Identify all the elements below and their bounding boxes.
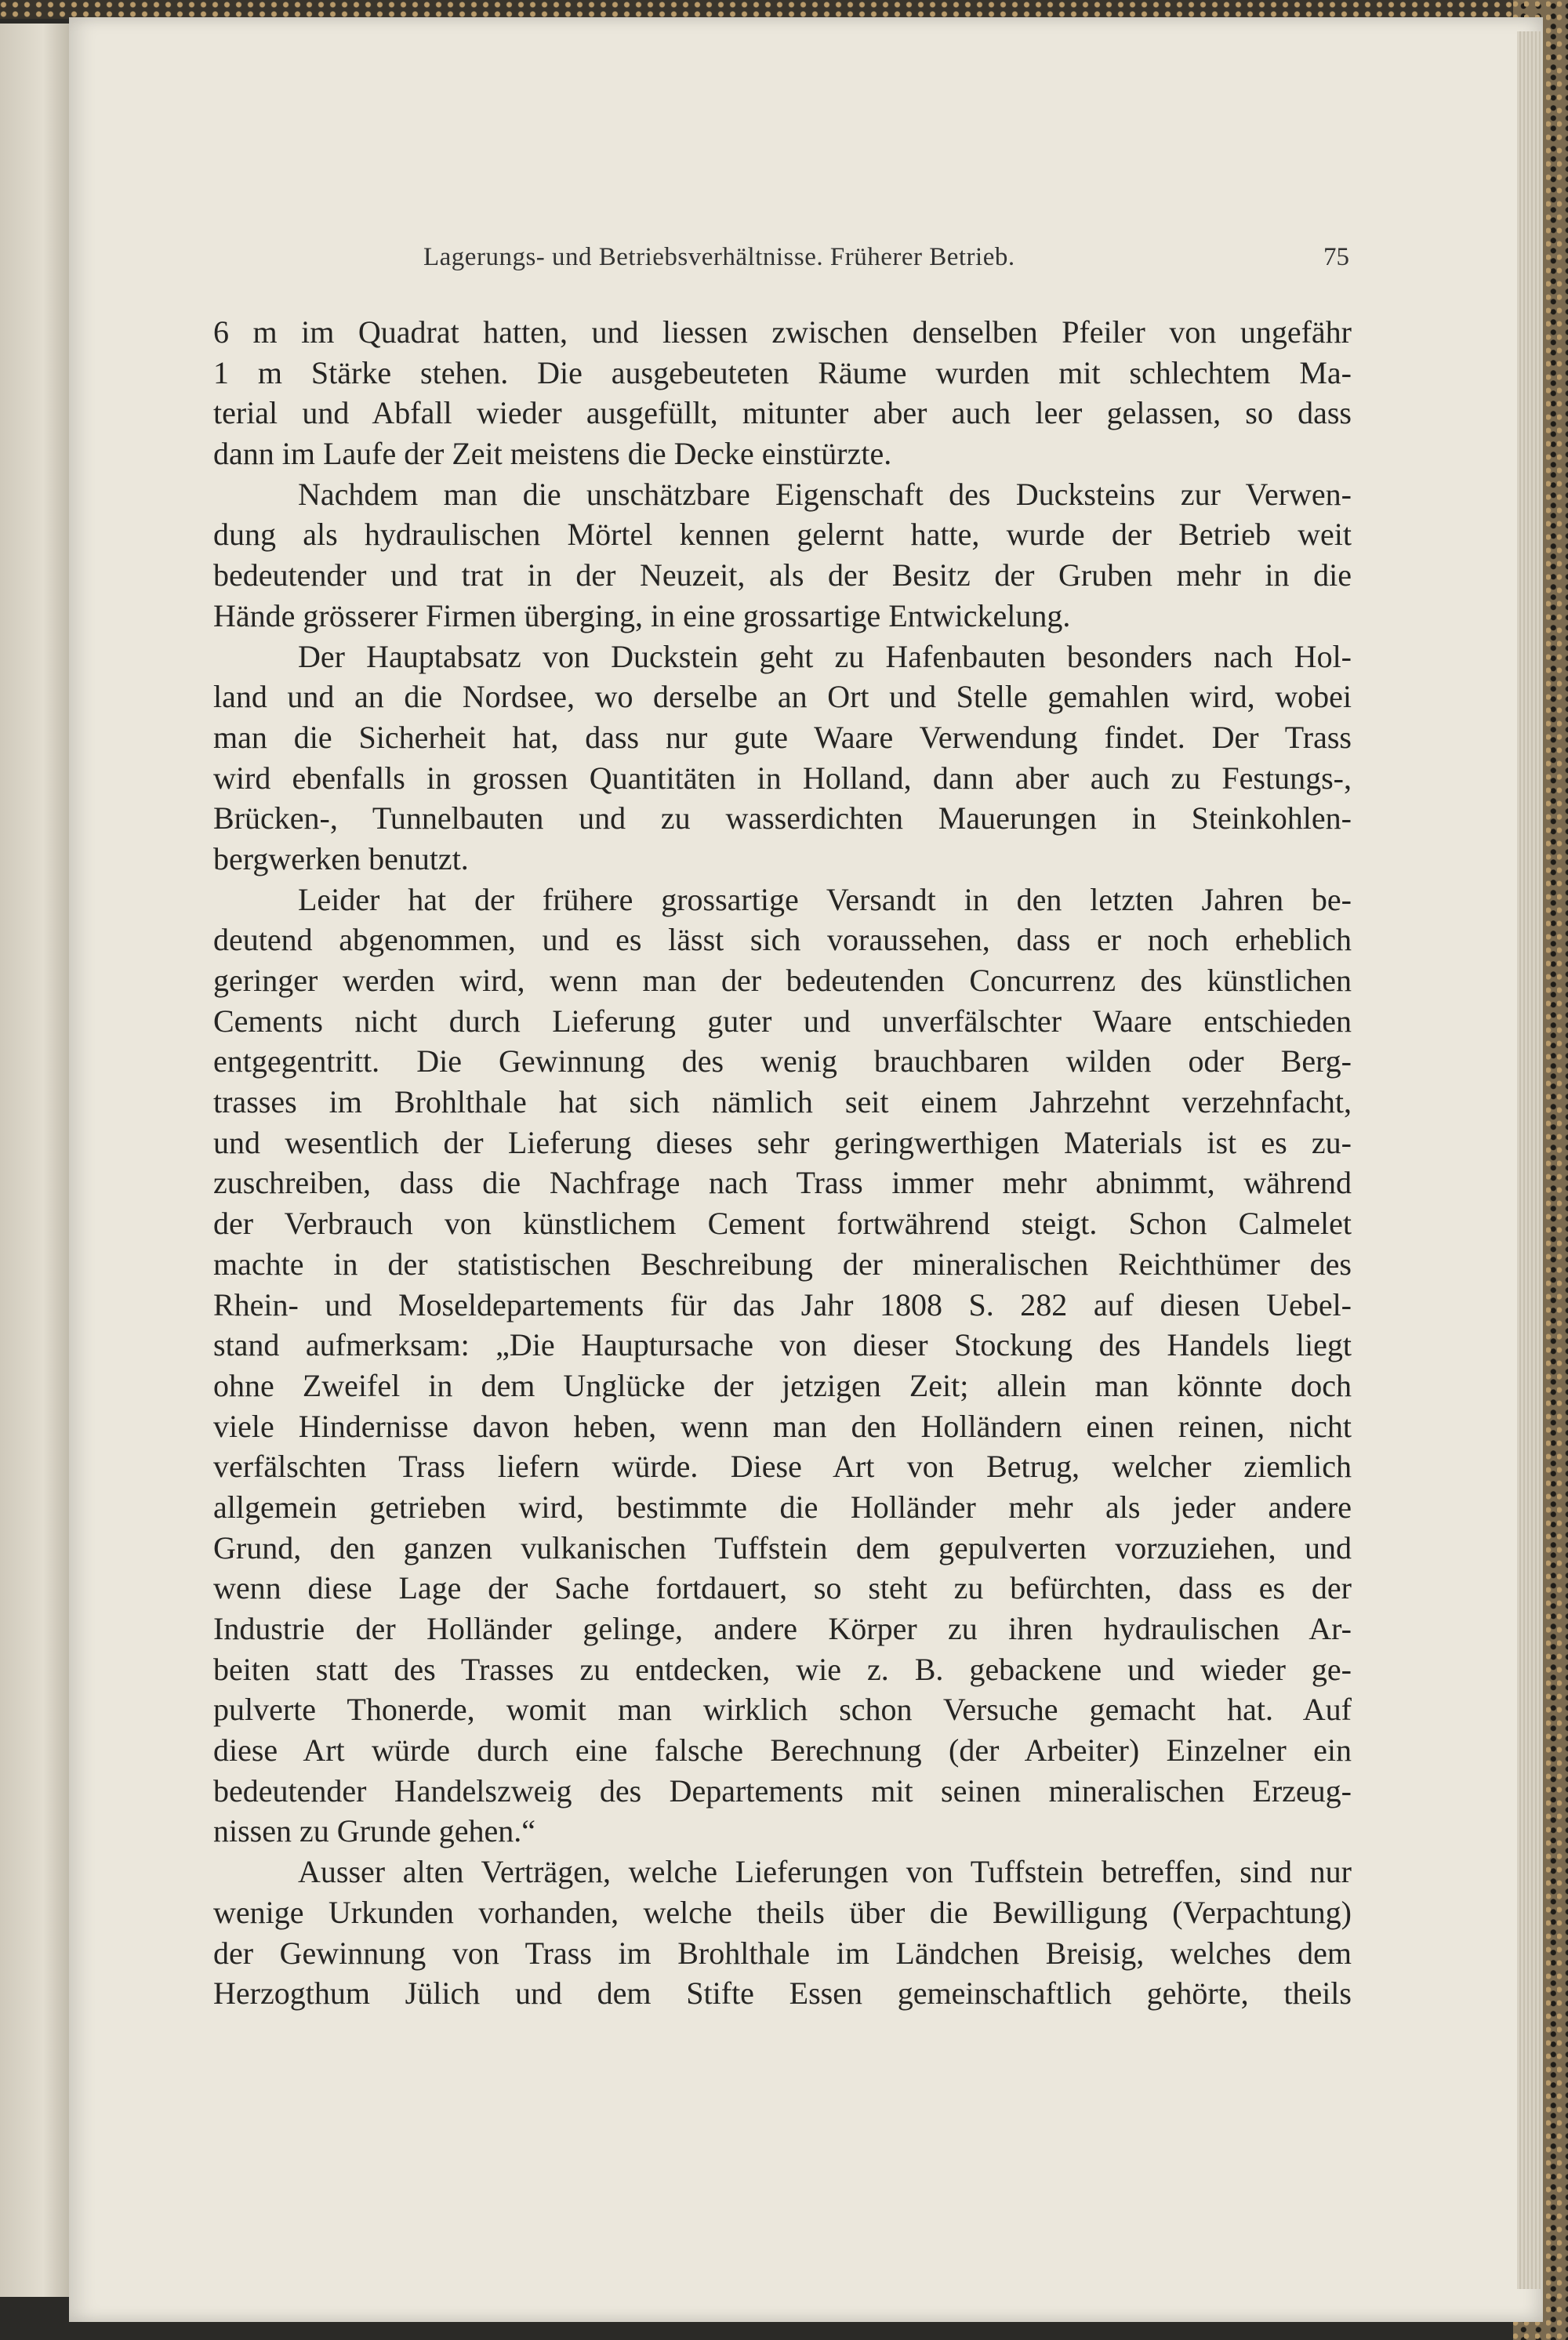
text-line: land und an die Nordsee, wo derselbe an Ort und Stelle gemahlen wird, wobei [213,679,1352,715]
text-line: dung als hydraulischen Mörtel kennen gelernt hatte, wurde der Betrieb weit [213,517,1352,553]
text-line: und wesentlich der Lieferung dieses sehr geringwerthigen Materials ist es zu- [213,1124,1352,1160]
text-line: bedeutender Handelszweig des Departements mit seinen mineralischen Erzeug- [213,1772,1352,1809]
paragraph [213,637,1352,880]
paragraph [213,880,1352,1852]
text-line: Grund, den ganzen vulkanischen Tuffstein dem gepulverten vorzuziehen, und [213,1529,1352,1565]
page-stack-edge [1517,31,1541,2289]
text-line: Industrie der Holländer gelinge, andere Körper zu ihren hydraulischen Ar- [213,1611,1352,1646]
text-line: deutend abgenommen, und es lässt sich voraussehen, dass er noch erheblich [213,922,1352,958]
text-line: stand aufmerksam: „Die Hauptursache von dieser Stockung des Handels liegt [213,1327,1352,1363]
text-line: pulverte Thonerde, womit man wirklich schon Versuche gemacht hat. Auf [213,1692,1352,1728]
text-line: Rhein- und Moseldepartements für das Jahr 1808 S. 282 auf diesen Uebel- [213,1286,1352,1322]
text-line: bergwerken benutzt. [213,840,469,876]
text-line: viele Hindernisse davon heben, wenn man den Holländern einen reinen, nicht [213,1408,1352,1444]
paragraph [213,474,1352,637]
text-line: zuschreiben, dass die Nachfrage nach Trass immer mehr abnimmt, während [213,1165,1352,1201]
book-top-edge [0,0,1568,19]
running-head: Lagerungs- und Betriebsverhältnisse. Früherer Betrieb. [423,243,1015,271]
text-line: bedeutender und trat in der Neuzeit, als der Besitz der Gruben mehr in die [213,557,1352,593]
text-line: 6 m im Quadrat hatten, und liessen zwischen denselben Pfeiler von ungefähr [213,314,1352,350]
page-number: 75 [1323,243,1349,271]
text-line: beiten statt des Trasses zu entdecken, wie z. B. gebackene und wieder ge- [213,1651,1352,1687]
text-line: geringer werden wird, wenn man der bedeutenden Concurrenz des künstlichen [213,963,1352,998]
text-line: Leider hat der frühere grossartige Versandt in den letzten Jahren be- [298,881,1352,917]
text-line: man die Sicherheit hat, dass nur gute Waare Verwendung findet. Der Trass [213,719,1352,755]
text-line: dann im Laufe der Zeit meistens die Decke einstürzte. [213,436,892,472]
text-line: Brücken-, Tunnelbauten und zu wasserdichten Mauerungen in Steinkohlen- [213,800,1352,836]
text-line: ohne Zweifel in dem Unglücke der jetzigen Zeit; allein man könnte doch [213,1367,1352,1403]
paragraph [213,312,1352,474]
text-line: terial und Abfall wieder ausgefüllt, mitunter aber auch leer gelassen, so dass [213,395,1352,431]
text-line: Hände grösserer Firmen überging, in eine grossartige Entwickelung. [213,597,1071,633]
paragraph [213,1852,1352,2014]
body-text [213,312,1352,2014]
text-line: Nachdem man die unschätzbare Eigenschaft des Ducksteins zur Verwen- [298,476,1352,512]
text-line: Der Hauptabsatz von Duckstein geht zu Hafenbauten besonders nach Hol- [298,638,1352,674]
text-line: nissen zu Grunde gehen.“ [213,1813,535,1849]
text-line: machte in der statistischen Beschreibung der mineralischen Reichthümer des [213,1246,1352,1282]
text-line: entgegentritt. Die Gewinnung des wenig brauchbaren wilden oder Berg- [213,1043,1352,1079]
text-line: Cements nicht durch Lieferung guter und unverfälschter Waare entschieden [213,1003,1352,1039]
text-line: der Gewinnung von Trass im Brohlthale im Ländchen Breisig, welches dem [213,1935,1352,1971]
text-line: 1 m Stärke stehen. Die ausgebeuteten Räume wurden mit schlechtem Ma- [213,354,1352,390]
text-line: der Verbrauch von künstlichem Cement fortwährend steigt. Schon Calmelet [213,1206,1352,1242]
text-line: wenige Urkunden vorhanden, welche theils über die Bewilligung (Verpachtung) [213,1894,1352,1930]
text-line: wird ebenfalls in grossen Quantitäten in Holland, dann aber auch zu Festungs-, [213,760,1352,796]
text-line: Ausser alten Verträgen, welche Lieferungen von Tuffstein betreffen, sind nur [298,1854,1352,1890]
text-line: allgemein getrieben wird, bestimmte die Holländer mehr als jeder andere [213,1489,1352,1525]
text-line: verfälschten Trass liefern würde. Diese Art von Betrug, welcher ziemlich [213,1449,1352,1485]
facing-page-edge [0,24,72,2297]
text-line: wenn diese Lage der Sache fortdauert, so steht zu befürchten, dass es der [213,1570,1352,1606]
text-line: Herzogthum Jülich und dem Stifte Essen gemeinschaftlich gehörte, theils [213,1975,1352,2012]
text-line: diese Art würde durch eine falsche Berechnung (der Arbeiter) Einzelner ein [213,1732,1352,1769]
text-line: trasses im Brohlthale hat sich nämlich seit einem Jahrzehnt verzehnfacht, [213,1084,1352,1120]
